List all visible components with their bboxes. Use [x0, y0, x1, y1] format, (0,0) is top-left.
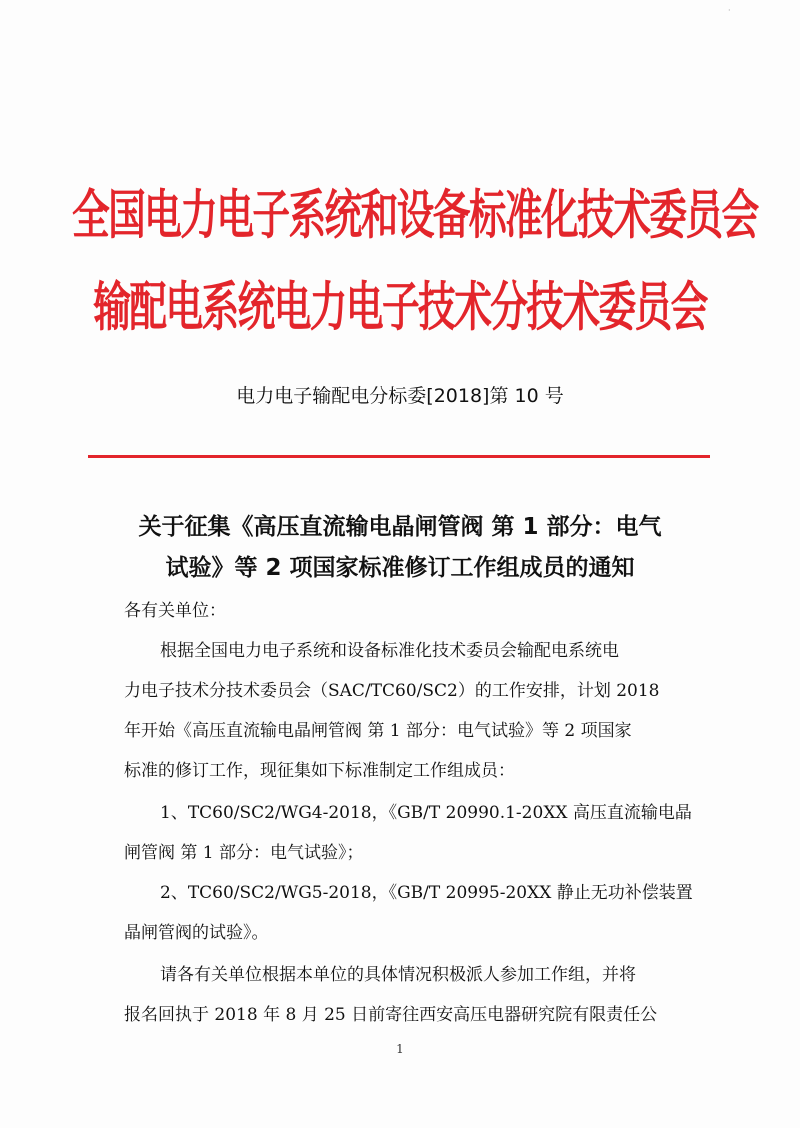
- item-2-line-1: 2、TC60/SC2/WG5-2018，《GB/T 20995-20XX 静止无功补偿装置: [160, 883, 693, 903]
- issuing-org-line-2: 输配电系统电力电子技术分技术委员会: [93, 275, 707, 338]
- document-number: 电力电子输配电分标委[2018]第 10 号: [236, 385, 564, 407]
- notice-title-line-2: 试验》等 2 项国家标准修订工作组成员的通知: [165, 555, 635, 581]
- paragraph-2-line-1: 请各有关单位根据本单位的具体情况积极派人参加工作组，并将: [160, 965, 636, 985]
- item-1-line-1: 1、TC60/SC2/WG4-2018，《GB/T 20990.1-20XX 高压直流输电晶: [160, 803, 692, 823]
- paragraph-1-line-1: 根据全国电力电子系统和设备标准化技术委员会输配电系统电: [160, 641, 619, 661]
- red-divider-rule: [88, 455, 710, 458]
- paragraph-2-line-2: 报名回执于 2018 年 8 月 25 日前寄往西安高压电器研究院有限责任公: [124, 1005, 658, 1025]
- item-2-line-2: 晶闸管阀的试验》。: [124, 923, 269, 943]
- page-number: 1: [396, 1042, 404, 1056]
- salutation: 各有关单位：: [124, 601, 226, 621]
- paragraph-1-line-2: 力电子技术分技术委员会（SAC/TC60/SC2）的工作安排，计划 2018: [124, 681, 660, 701]
- item-1-line-2: 闸管阀 第 1 部分：电气试验》；: [124, 843, 364, 863]
- issuing-org-line-1: 全国电力电子系统和设备标准化技术委员会: [72, 183, 758, 246]
- paragraph-1-line-4: 标准的修订工作，现征集如下标准制定工作组成员：: [124, 761, 515, 781]
- scan-mark: ·: [728, 6, 731, 15]
- paragraph-1-line-3: 年开始《高压直流输电晶闸管阀 第 1 部分：电气试验》等 2 项国家: [124, 721, 632, 741]
- notice-title-line-1: 关于征集《高压直流输电晶闸管阀 第 1 部分：电气: [138, 514, 662, 540]
